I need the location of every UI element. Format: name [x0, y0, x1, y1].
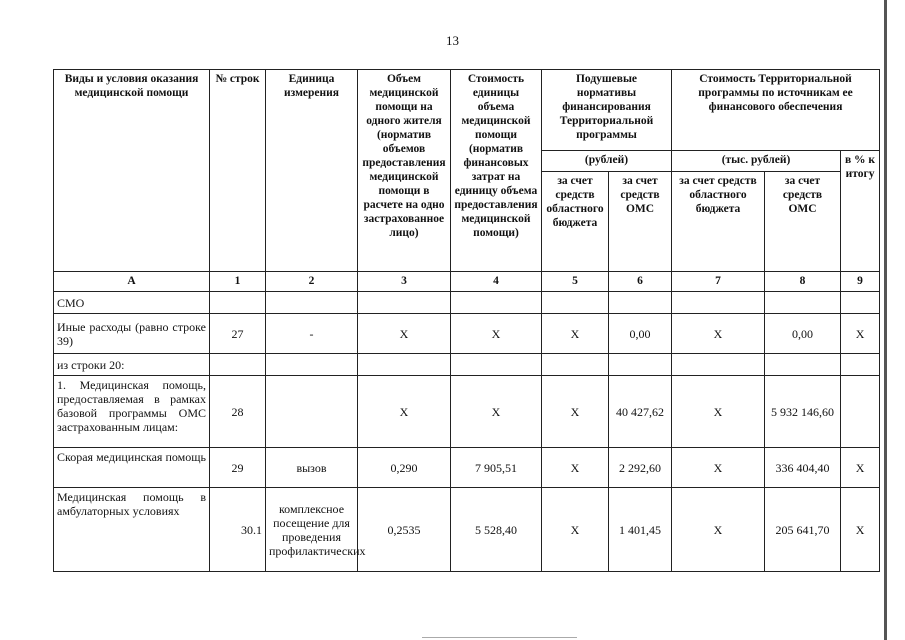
- header-row-1: [54, 70, 880, 151]
- col-number: А: [54, 272, 210, 292]
- header-group-5-6: Подушевые нормативы финансирования Территориальной программы: [542, 70, 672, 151]
- header-col-a: Виды и условия оказания медицинской помощи: [54, 70, 210, 272]
- cell-row-number: 30.1: [210, 488, 266, 572]
- cell-unit-cost: Х: [451, 314, 542, 354]
- cell-percent: Х: [841, 488, 880, 572]
- row-label: Скорая медицинская помощь: [54, 448, 210, 488]
- cell-oms-per-capita: 40 427,62: [609, 376, 672, 448]
- cell-unit-cost: 7 905,51: [451, 448, 542, 488]
- table-row-other-expenses: [54, 314, 880, 354]
- row-label: Иные расходы (равно строке 39): [54, 314, 210, 354]
- cell-volume: 0,2535: [358, 488, 451, 572]
- cell-regional-cost: Х: [672, 488, 765, 572]
- header-group-7-9: Стоимость Территориальной программы по источникам ее финансового обеспечения: [672, 70, 880, 151]
- cell-unit: комплексное посещение для проведения профилактических: [266, 488, 358, 572]
- col-number: 8: [765, 272, 841, 292]
- header-col-7: за счет средств областного бюджета: [672, 172, 765, 272]
- header-col-5: за счет средств областного бюджета: [542, 172, 609, 272]
- table-row-from-line-20: [54, 354, 880, 376]
- program-cost-table: [53, 69, 880, 572]
- col-number: 1: [210, 272, 266, 292]
- col-number: 5: [542, 272, 609, 292]
- table-row-ambulance: [54, 448, 880, 488]
- page-number: 13: [446, 33, 459, 48]
- table-row-smo: [54, 292, 880, 314]
- col-number: 4: [451, 272, 542, 292]
- cell-unit: [266, 376, 358, 448]
- cell-unit-cost: Х: [451, 376, 542, 448]
- column-number-row: [54, 272, 880, 292]
- cell-row-number: 28: [210, 376, 266, 448]
- scan-edge-line: [884, 0, 887, 640]
- cell-row-number: 27: [210, 314, 266, 354]
- cell-unit-cost: 5 528,40: [451, 488, 542, 572]
- header-col-9: в % к итогу: [841, 151, 880, 272]
- cell-oms-cost: 205 641,70: [765, 488, 841, 572]
- cell-volume: 0,290: [358, 448, 451, 488]
- cell-row-number: 29: [210, 448, 266, 488]
- header-col-2: Единица измерения: [266, 70, 358, 272]
- header-col-6: за счет средств ОМС: [609, 172, 672, 272]
- row-label: СМО: [54, 292, 210, 314]
- header-unit-5-6: (рублей): [542, 151, 672, 172]
- row-label: Медицинская помощь в амбулаторных условиях: [54, 488, 210, 572]
- row-label: из строки 20:: [54, 354, 210, 376]
- cell-oms-cost: 5 932 146,60: [765, 376, 841, 448]
- cell-regional-cost: Х: [672, 376, 765, 448]
- cell-regional-per-capita: Х: [542, 376, 609, 448]
- col-number: 9: [841, 272, 880, 292]
- scan-bottom-line: [422, 637, 577, 638]
- col-number: 3: [358, 272, 451, 292]
- cell-regional-per-capita: Х: [542, 448, 609, 488]
- cell-unit: -: [266, 314, 358, 354]
- cell-oms-per-capita: 2 292,60: [609, 448, 672, 488]
- cell-volume: Х: [358, 314, 451, 354]
- header-col-1: № строк: [210, 70, 266, 272]
- cell-oms-per-capita: 1 401,45: [609, 488, 672, 572]
- cell-oms-cost: 0,00: [765, 314, 841, 354]
- cell-regional-cost: Х: [672, 448, 765, 488]
- header-col-8: за счет средств ОМС: [765, 172, 841, 272]
- table-row-base-program: [54, 376, 880, 448]
- cell-percent: [841, 376, 880, 448]
- cell-regional-per-capita: Х: [542, 314, 609, 354]
- cell-volume: Х: [358, 376, 451, 448]
- cell-percent: Х: [841, 448, 880, 488]
- row-label: 1. Медицинская помощь, предоставляемая в рамках базовой программы ОМС застрахованным лицам:: [54, 376, 210, 448]
- col-number: 6: [609, 272, 672, 292]
- col-number: 7: [672, 272, 765, 292]
- header-unit-7-8: (тыс. рублей): [672, 151, 841, 172]
- header-col-3: Объем медицинской помощи на одного жителя (норматив объемов предоставления медицинской помощи в расчете на одно застрахованное лицо): [358, 70, 451, 272]
- cell-oms-per-capita: 0,00: [609, 314, 672, 354]
- header-col-4: Стоимость единицы объема медицинской помощи (норматив финансовых затрат на единицу объема предоставления медицинской помощи): [451, 70, 542, 272]
- cell-unit: вызов: [266, 448, 358, 488]
- cell-regional-cost: Х: [672, 314, 765, 354]
- cell-percent: Х: [841, 314, 880, 354]
- table-row-outpatient: [54, 488, 880, 572]
- col-number: 2: [266, 272, 358, 292]
- cell-oms-cost: 336 404,40: [765, 448, 841, 488]
- cell-regional-per-capita: Х: [542, 488, 609, 572]
